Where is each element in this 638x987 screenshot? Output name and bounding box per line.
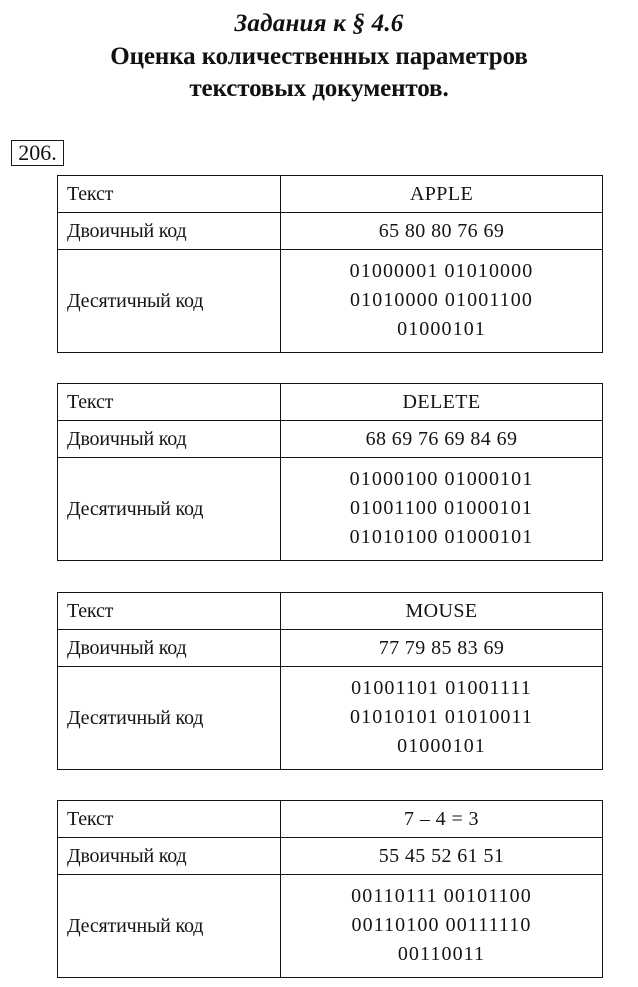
- table-row: [58, 421, 603, 458]
- table-row: [58, 875, 603, 978]
- page-title-line-1: Задания к § 4.6: [234, 10, 404, 37]
- code-table: [57, 383, 603, 561]
- row-label-decimal-code: Десятичный код: [58, 667, 281, 770]
- binary-line: 01010101 01010011: [350, 705, 533, 728]
- page-title-line-2: Оценка количественных параметров: [110, 42, 528, 70]
- cell-decimal-code-value: [281, 458, 603, 561]
- binary-line: 01000100 01000101: [349, 467, 534, 490]
- binary-line: 00110100 00111110: [351, 913, 532, 936]
- cell-decimal-code-value: [281, 875, 603, 978]
- code-table: [57, 800, 603, 978]
- binary-line: 01000101: [397, 318, 486, 341]
- row-label-decimal-code: Десятичный код: [58, 875, 281, 978]
- table-row: [58, 593, 603, 630]
- binary-line: 00110111 00101100: [351, 884, 532, 907]
- binary-line: 01000001 01010000: [349, 259, 534, 282]
- binary-line: 01010000 01001100: [350, 288, 533, 311]
- decimal-code-lines: [281, 670, 602, 767]
- row-label-decimal-code: Десятичный код: [58, 250, 281, 353]
- code-table: [57, 592, 603, 770]
- binary-line: 01001100 01000101: [350, 496, 533, 519]
- cell-binary-code-value: 55 45 52 61 51: [281, 838, 603, 875]
- table-row: [58, 458, 603, 561]
- row-label-binary-code: Двоичный код: [58, 630, 281, 667]
- table-row: [58, 838, 603, 875]
- binary-line: 01000101: [397, 735, 486, 758]
- table-row: [58, 384, 603, 421]
- row-label-text: Текст: [58, 176, 281, 213]
- row-label-decimal-code: Десятичный код: [58, 458, 281, 561]
- binary-line: 01001101 01001111: [351, 676, 532, 699]
- table-row: [58, 176, 603, 213]
- row-label-text: Текст: [58, 593, 281, 630]
- table-row: [58, 667, 603, 770]
- cell-binary-code-value: 68 69 76 69 84 69: [281, 421, 603, 458]
- row-label-binary-code: Двоичный код: [58, 838, 281, 875]
- decimal-code-lines: [281, 461, 602, 558]
- binary-line: 01010100 01000101: [349, 526, 534, 549]
- cell-decimal-code-value: [281, 250, 603, 353]
- page-header: [0, 0, 638, 105]
- row-label-binary-code: Двоичный код: [58, 213, 281, 250]
- exercise-number-badge: 206.: [11, 140, 64, 166]
- row-label-text: Текст: [58, 801, 281, 838]
- table-row: [58, 801, 603, 838]
- table-row: [58, 213, 603, 250]
- table-row: [58, 630, 603, 667]
- cell-binary-code-value: 77 79 85 83 69: [281, 630, 603, 667]
- cell-text-value: DELETE: [281, 384, 603, 421]
- decimal-code-lines: [281, 878, 602, 975]
- cell-text-value: MOUSE: [281, 593, 603, 630]
- cell-binary-code-value: 65 80 80 76 69: [281, 213, 603, 250]
- decimal-code-lines: [281, 253, 602, 350]
- table-row: [58, 250, 603, 353]
- cell-text-value: APPLE: [281, 176, 603, 213]
- page-title-line-3: текстовых документов.: [189, 75, 449, 103]
- row-label-text: Текст: [58, 384, 281, 421]
- code-table: [57, 175, 603, 353]
- cell-text-value: 7 – 4 = 3: [281, 801, 603, 838]
- cell-decimal-code-value: [281, 667, 603, 770]
- binary-line: 00110011: [397, 943, 486, 966]
- row-label-binary-code: Двоичный код: [58, 421, 281, 458]
